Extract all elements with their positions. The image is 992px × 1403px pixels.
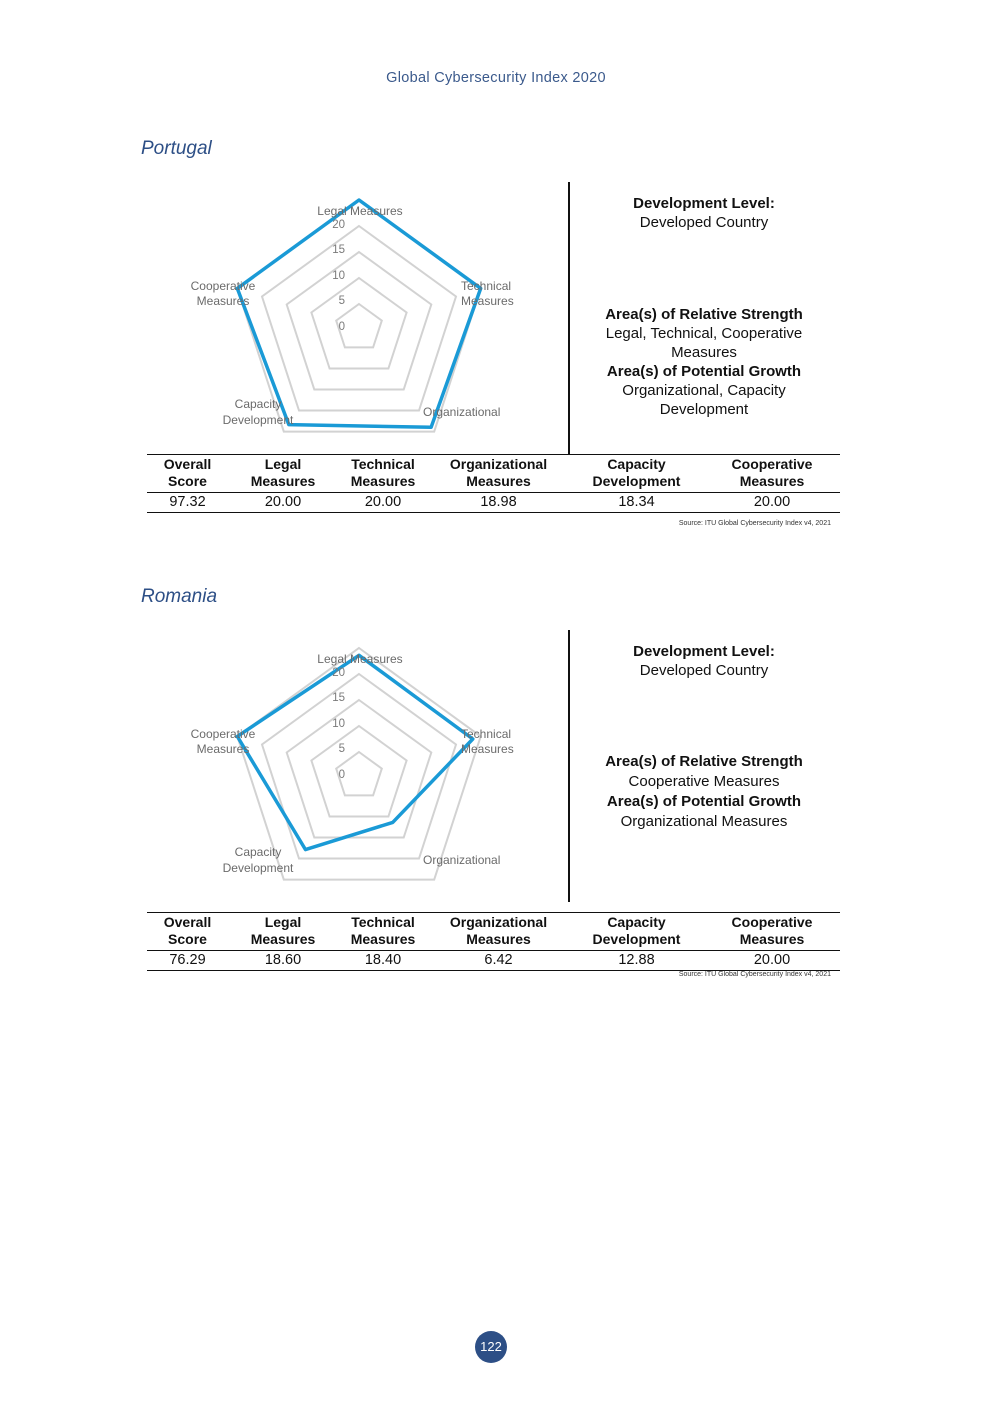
table-row	[147, 493, 840, 513]
technical-measures-value: 18.40	[338, 951, 428, 971]
header-overall-score: Overall Score	[147, 455, 228, 493]
table-header-row	[147, 455, 840, 493]
tick-label-15: 15	[332, 692, 345, 704]
country-profile-portugal	[0, 138, 992, 538]
axis-label-organizational: Organizational	[423, 853, 501, 867]
strength-growth-block	[580, 752, 828, 832]
tick-label-5: 5	[338, 743, 345, 755]
vertical-divider	[568, 182, 570, 454]
development-level-value: Developed Country	[639, 214, 769, 231]
page-number-badge: 122	[475, 1331, 507, 1363]
header-capacity-development: Capacity Development	[569, 913, 704, 951]
header-legal-measures: Legal Measures	[228, 455, 338, 493]
radar-gridline	[311, 278, 406, 369]
country-profile-romania	[0, 586, 992, 986]
legal-measures-value: 20.00	[228, 493, 338, 513]
header-technical-measures: Technical Measures	[338, 455, 428, 493]
axis-label-technical-line2: Measures	[461, 742, 514, 756]
relative-strength-label: Area(s) of Relative Strength	[605, 306, 803, 323]
technical-measures-value: 20.00	[338, 493, 428, 513]
vertical-divider	[568, 630, 570, 902]
tick-label-20: 20	[332, 667, 345, 679]
radar-gridline	[311, 726, 406, 817]
source-note: Source: ITU Global Cybersecurity Index v4, 2021	[678, 971, 831, 978]
header-capacity-development: Capacity Development	[569, 455, 704, 493]
axis-label-cooperative-line2: Measures	[196, 294, 250, 308]
tick-label-0: 0	[338, 769, 345, 781]
tick-label-5: 5	[338, 295, 345, 307]
axis-label-technical-line1: Technical	[461, 727, 512, 741]
potential-growth-line: Organizational, Capacity	[622, 382, 786, 399]
capacity-development-value: 18.34	[569, 493, 704, 513]
potential-growth-label: Area(s) of Potential Growth	[606, 363, 802, 380]
table-row	[147, 951, 840, 971]
header-overall-score: Overall Score	[147, 913, 228, 951]
legal-measures-value: 18.60	[228, 951, 338, 971]
header-legal-measures: Legal Measures	[228, 913, 338, 951]
organizational-measures-value: 18.98	[428, 493, 569, 513]
capacity-development-value: 12.88	[569, 951, 704, 971]
header-cooperative-measures: Cooperative Measures	[704, 913, 840, 951]
cooperative-measures-value: 20.00	[704, 493, 840, 513]
source-note: Source: ITU Global Cybersecurity Index v4, 2021	[678, 520, 831, 527]
axis-label-capacity-line2: Development	[222, 861, 294, 875]
axis-label-capacity-line2: Development	[222, 413, 294, 427]
radar-series	[237, 655, 472, 849]
header-organizational-measures: Organizational Measures	[428, 455, 569, 493]
axis-label-technical-line1: Technical	[461, 279, 512, 293]
strength-growth-block	[580, 305, 828, 419]
axis-label-legal: Legal Measures	[317, 652, 403, 666]
axis-label-organizational: Organizational	[423, 405, 501, 419]
score-table	[147, 912, 840, 971]
relative-strength-line: Cooperative Measures	[628, 773, 780, 790]
running-header: Global Cybersecurity Index 2020	[386, 70, 606, 86]
score-table	[147, 454, 840, 513]
axis-label-cooperative-line1: Cooperative	[190, 727, 256, 741]
organizational-measures-value: 6.42	[428, 951, 569, 971]
axis-label-cooperative-line1: Cooperative	[190, 279, 256, 293]
header-technical-measures: Technical Measures	[338, 913, 428, 951]
tick-label-15: 15	[332, 244, 345, 256]
country-title: Portugal	[141, 138, 212, 159]
development-level-block	[580, 194, 828, 232]
development-level-label: Development Level:	[633, 195, 775, 212]
development-level-label: Development Level:	[633, 643, 775, 660]
potential-growth-line: Development	[659, 401, 749, 418]
axis-label-technical-line2: Measures	[461, 294, 514, 308]
country-title: Romania	[141, 586, 218, 607]
header-cooperative-measures: Cooperative Measures	[704, 455, 840, 493]
potential-growth-label: Area(s) of Potential Growth	[606, 793, 802, 810]
potential-growth-line: Organizational Measures	[620, 813, 788, 830]
axis-label-capacity-line1: Capacity	[234, 845, 282, 859]
relative-strength-line: Measures	[671, 344, 737, 361]
radar-series	[234, 200, 480, 427]
header-organizational-measures: Organizational Measures	[428, 913, 569, 951]
radar-chart	[170, 634, 530, 894]
tick-label-0: 0	[338, 321, 345, 333]
axis-label-legal: Legal Measures	[317, 204, 403, 218]
tick-label-10: 10	[332, 270, 345, 282]
overall-score-value: 76.29	[147, 951, 228, 971]
radar-chart	[170, 186, 530, 446]
tick-label-20: 20	[332, 219, 345, 231]
relative-strength-line: Legal, Technical, Cooperative	[605, 325, 803, 342]
relative-strength-label: Area(s) of Relative Strength	[605, 753, 803, 770]
development-level-value: Developed Country	[639, 662, 769, 679]
table-header-row	[147, 913, 840, 951]
tick-label-10: 10	[332, 718, 345, 730]
development-level-block	[580, 642, 828, 680]
overall-score-value: 97.32	[147, 493, 228, 513]
cooperative-measures-value: 20.00	[704, 951, 840, 971]
axis-label-capacity-line1: Capacity	[234, 397, 282, 411]
axis-label-cooperative-line2: Measures	[196, 742, 250, 756]
